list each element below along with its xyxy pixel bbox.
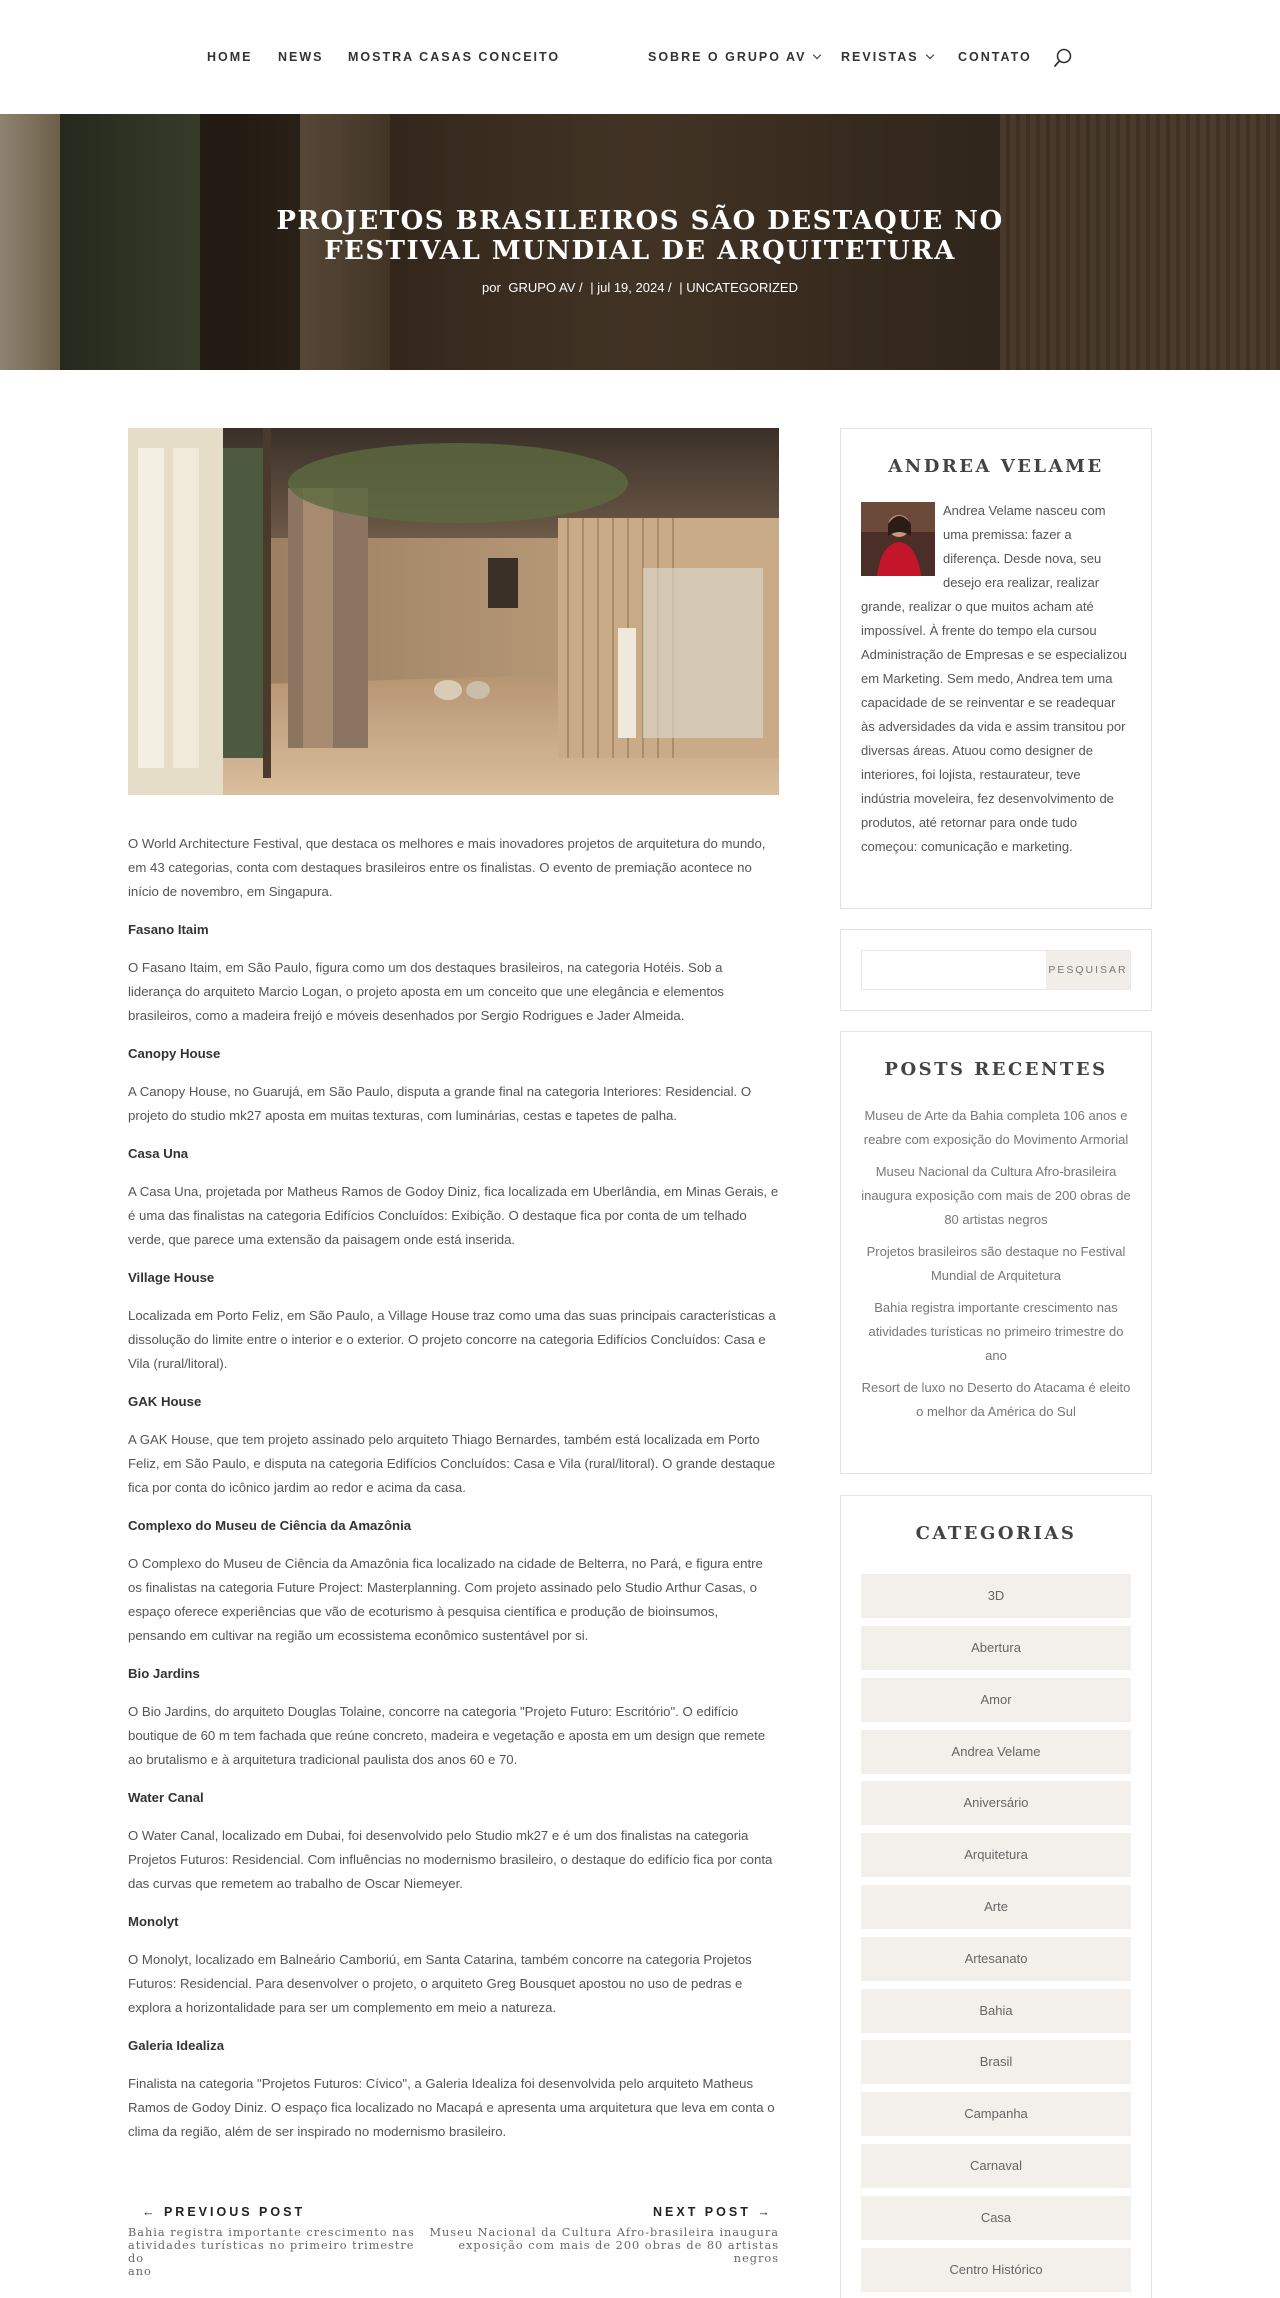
section-text: O Bio Jardins, do arquiteto Douglas Tolaine, concorre na categoria "Projeto Futuro: Escritório". O edifício boutique de 60 m tem fachada que reúne concreto, madeira e vegetação e aposta em um design que remete ao brutalismo e à arquitetura tradicional paulista dos anos 60 e 70. bbox=[128, 1704, 766, 1767]
recent-post-link[interactable]: Museu Nacional da Cultura Afro-brasileira inaugura exposição com mais de 200 obras de 80 artistas negros bbox=[861, 1164, 1131, 1227]
section-heading: Complexo do Museu de Ciência da Amazônia bbox=[128, 1518, 412, 1533]
recent-post-link[interactable]: Projetos brasileiros são destaque no Festival Mundial de Arquitetura bbox=[866, 1244, 1126, 1283]
featured-image bbox=[128, 428, 779, 795]
section-text: Finalista na categoria "Projetos Futuros: Cívico", a Galeria Idealiza foi desenvolvida pelo arquiteto Matheus Ramos de Godoy Diniz. O espaço fica localizado no Macapá e apresenta uma arquitetura que leva em conta o clima da região, além de ser inspirado no modernismo brasileiro. bbox=[128, 2076, 775, 2139]
category-button[interactable]: 3D bbox=[861, 1574, 1131, 1618]
recent-post-link[interactable]: Bahia registra importante crescimento nas atividades turísticas no primeiro trimestre do ano bbox=[868, 1300, 1124, 1363]
category-button[interactable]: Arquitetura bbox=[861, 1833, 1131, 1877]
nav-mostra-casas-conceito[interactable]: MOSTRA CASAS CONCEITO bbox=[348, 50, 561, 64]
section-heading: Monolyt bbox=[128, 1914, 179, 1929]
nav-revistas[interactable] bbox=[841, 50, 933, 64]
author-photo bbox=[861, 502, 935, 576]
section-heading: Village House bbox=[128, 1270, 215, 1285]
category-button[interactable]: Abertura bbox=[861, 1626, 1131, 1670]
section-text: O Fasano Itaim, em São Paulo, figura como um dos destaques brasileiros, na categoria Hotéis. Sob a liderança do arquiteto Marcio Logan, o projeto aposta em um conceito que une elegância e elementos brasileiros, como a madeira freijó e móveis desenhados por Sergio Rodrigues e Jader Almeida. bbox=[128, 960, 725, 1023]
about-text: Andrea Velame nasceu com uma premissa: fazer a diferença. Desde nova, seu desejo era realizar, realizar grande, realizar o que muitos acham até impossível. À frente do tempo ela cursou Administração de Empresas e se especializou em Marketing. Sem medo, Andrea tem uma capacidade de se reinventar e se readequar às adversidades da vida e assim transitou por diversas áreas. Atuou como designer de interiores, foi lojista, restaurateur, teve indústria moveleira, fez desenvolvimento de produtos, até retornar para onde tudo começou: comunicação e marketing. bbox=[861, 503, 1127, 854]
category-button[interactable]: Campanha bbox=[861, 2092, 1131, 2136]
section-heading: Casa Una bbox=[128, 1146, 189, 1161]
section-text: A GAK House, que tem projeto assinado pelo arquiteto Thiago Bernardes, também está localizada em Porto Feliz, em São Paulo, e disputa na categoria Edifícios Concluídos: Casa e Vila (rural/litoral). O grande destaque fica por conta do icônico jardim ao redor e acima da casa. bbox=[128, 1432, 776, 1495]
category-button[interactable]: Artesanato bbox=[861, 1937, 1131, 1981]
post-meta bbox=[240, 280, 1040, 295]
post-title-line-1: PROJETOS BRASILEIROS SÃO DESTAQUE NO bbox=[276, 206, 1004, 236]
section-heading: Canopy House bbox=[128, 1046, 221, 1061]
section-text: O Monolyt, localizado em Balneário Camboriú, em Santa Catarina, também concorre na categoria Projetos Futuros: Residencial. Para desenvolver o projeto, o arquiteto Greg Bousquet apostou no uso de pedras e explora a horizontalidade para ser um complemento em meio a natureza. bbox=[128, 1952, 752, 2015]
chevron-down-icon bbox=[925, 51, 933, 59]
recent-posts-title: POSTS RECENTES bbox=[884, 1059, 1108, 1080]
about-widget bbox=[840, 428, 1152, 909]
category-button[interactable]: Carnaval bbox=[861, 2144, 1131, 2188]
hero-banner bbox=[0, 114, 1280, 370]
previous-post-link[interactable]: ← PREVIOUS POST bbox=[142, 2205, 306, 2219]
section-text: A Canopy House, no Guarujá, em São Paulo, disputa a grande final na categoria Interiores: Residencial. O projeto do studio mk27 aposta em muitas texturas, com luminárias, cestas e tapetes de palha. bbox=[128, 1084, 752, 1123]
category-button[interactable]: Andrea Velame bbox=[861, 1730, 1131, 1774]
nav-sobre-label: SOBRE O GRUPO AV bbox=[648, 50, 807, 64]
previous-post-title-line: atividades turísticas no primeiro trimestre do bbox=[128, 2239, 415, 2265]
nav-sobre-o-grupo-av[interactable] bbox=[648, 50, 820, 64]
search-icon[interactable] bbox=[1052, 47, 1074, 69]
recent-posts-widget bbox=[840, 1031, 1152, 1474]
meta-category[interactable]: | UNCATEGORIZED bbox=[679, 280, 798, 295]
search-button[interactable]: PESQUISAR bbox=[1046, 951, 1130, 989]
meta-prefix: por bbox=[482, 280, 501, 295]
meta-author[interactable]: GRUPO AV / bbox=[508, 280, 583, 295]
about-title: ANDREA VELAME bbox=[888, 456, 1104, 477]
meta-date: | jul 19, 2024 / bbox=[590, 280, 672, 295]
nav-home[interactable]: HOME bbox=[207, 50, 253, 64]
post-content bbox=[128, 832, 779, 2158]
section-text: O Complexo do Museu de Ciência da Amazônia fica localizado na cidade de Belterra, no Pará, e figura entre os finalistas na categoria Future Project: Masterplanning. Com projeto assinado pelo Studio Arthur Casas, o espaço oferece experiências que vão de ecoturismo à pesquisa científica e produção de bioinsumos, pensando em cultivar na região um ecossistema econômico sustentável por si. bbox=[128, 1556, 763, 1643]
category-button[interactable]: Casa bbox=[861, 2196, 1131, 2240]
author-avatar bbox=[861, 502, 935, 576]
next-post-title-line: Museu Nacional da Cultura Afro-brasileira inaugura bbox=[429, 2226, 779, 2239]
category-button[interactable]: Aniversário bbox=[861, 1781, 1131, 1825]
section-text: A Casa Una, projetada por Matheus Ramos de Godoy Diniz, fica localizada em Uberlândia, em Minas Gerais, e é uma das finalistas na categoria Edifícios Concluídos: Exibição. O destaque fica por conta de um telhado verde, que parece uma extensão da paisagem onde está inserida. bbox=[128, 1184, 779, 1247]
section-heading: Fasano Itaim bbox=[128, 922, 209, 937]
next-post-title[interactable] bbox=[420, 2226, 779, 2265]
next-post-link[interactable]: NEXT POST → bbox=[653, 2205, 773, 2219]
previous-post-title-line: ano bbox=[128, 2265, 152, 2278]
search-input[interactable] bbox=[862, 951, 1046, 989]
search-widget bbox=[840, 929, 1152, 1011]
section-text: Localizada em Porto Feliz, em São Paulo, a Village House traz como uma das suas principais características a dissolução do limite entre o interior e o exterior. O projeto concorre na categoria Edifícios Concluídos: Casa e Vila (rural/litoral). bbox=[128, 1308, 776, 1371]
nav-contato[interactable]: CONTATO bbox=[958, 50, 1032, 64]
category-button[interactable]: Arte bbox=[861, 1885, 1131, 1929]
next-post-title-line: exposição com mais de 200 obras de 80 artistas negros bbox=[458, 2239, 779, 2265]
about-body bbox=[841, 499, 1151, 859]
featured-image-illustration bbox=[128, 428, 779, 795]
recent-post-link[interactable]: Resort de luxo no Deserto do Atacama é eleito o melhor da América do Sul bbox=[861, 1380, 1131, 1419]
section-heading: Water Canal bbox=[128, 1790, 204, 1805]
categories-title: CATEGORIAS bbox=[915, 1523, 1077, 1544]
section-heading: Galeria Idealiza bbox=[128, 2038, 225, 2053]
category-button[interactable]: Bahia bbox=[861, 1989, 1131, 2033]
nav-news[interactable]: NEWS bbox=[278, 50, 324, 64]
category-button[interactable]: Centro Histórico bbox=[861, 2248, 1131, 2292]
section-heading: GAK House bbox=[128, 1394, 202, 1409]
site-header bbox=[0, 0, 1280, 114]
post-intro: O World Architecture Festival, que destaca os melhores e mais inovadores projetos de arquitetura do mundo, em 43 categorias, conta com destaques brasileiros entre os finalistas. O evento de premiação acontece no início de novembro, em Singapura. bbox=[128, 836, 766, 899]
section-text: O Water Canal, localizado em Dubai, foi desenvolvido pelo Studio mk27 e é um dos finalistas na categoria Projetos Futuros: Residencial. Com influências no modernismo brasileiro, o destaque do edifício fica por conta das curvas que remetem ao trabalho de Oscar Niemeyer. bbox=[128, 1828, 773, 1891]
post-title-line-2: FESTIVAL MUNDIAL DE ARQUITETURA bbox=[324, 236, 956, 266]
post-title bbox=[240, 206, 1040, 266]
previous-post-title[interactable] bbox=[128, 2226, 418, 2278]
search-form bbox=[861, 950, 1131, 990]
category-button[interactable]: Amor bbox=[861, 1678, 1131, 1722]
categories-widget bbox=[840, 1495, 1152, 2298]
recent-post-link[interactable]: Museu de Arte da Bahia completa 106 anos e reabre com exposição do Movimento Armorial bbox=[863, 1108, 1129, 1147]
nav-revistas-label: REVISTAS bbox=[841, 50, 919, 64]
chevron-down-icon bbox=[813, 51, 821, 59]
category-button[interactable]: Brasil bbox=[861, 2040, 1131, 2084]
section-heading: Bio Jardins bbox=[128, 1666, 200, 1681]
previous-post-title-line: Bahia registra importante crescimento nas bbox=[128, 2226, 415, 2239]
